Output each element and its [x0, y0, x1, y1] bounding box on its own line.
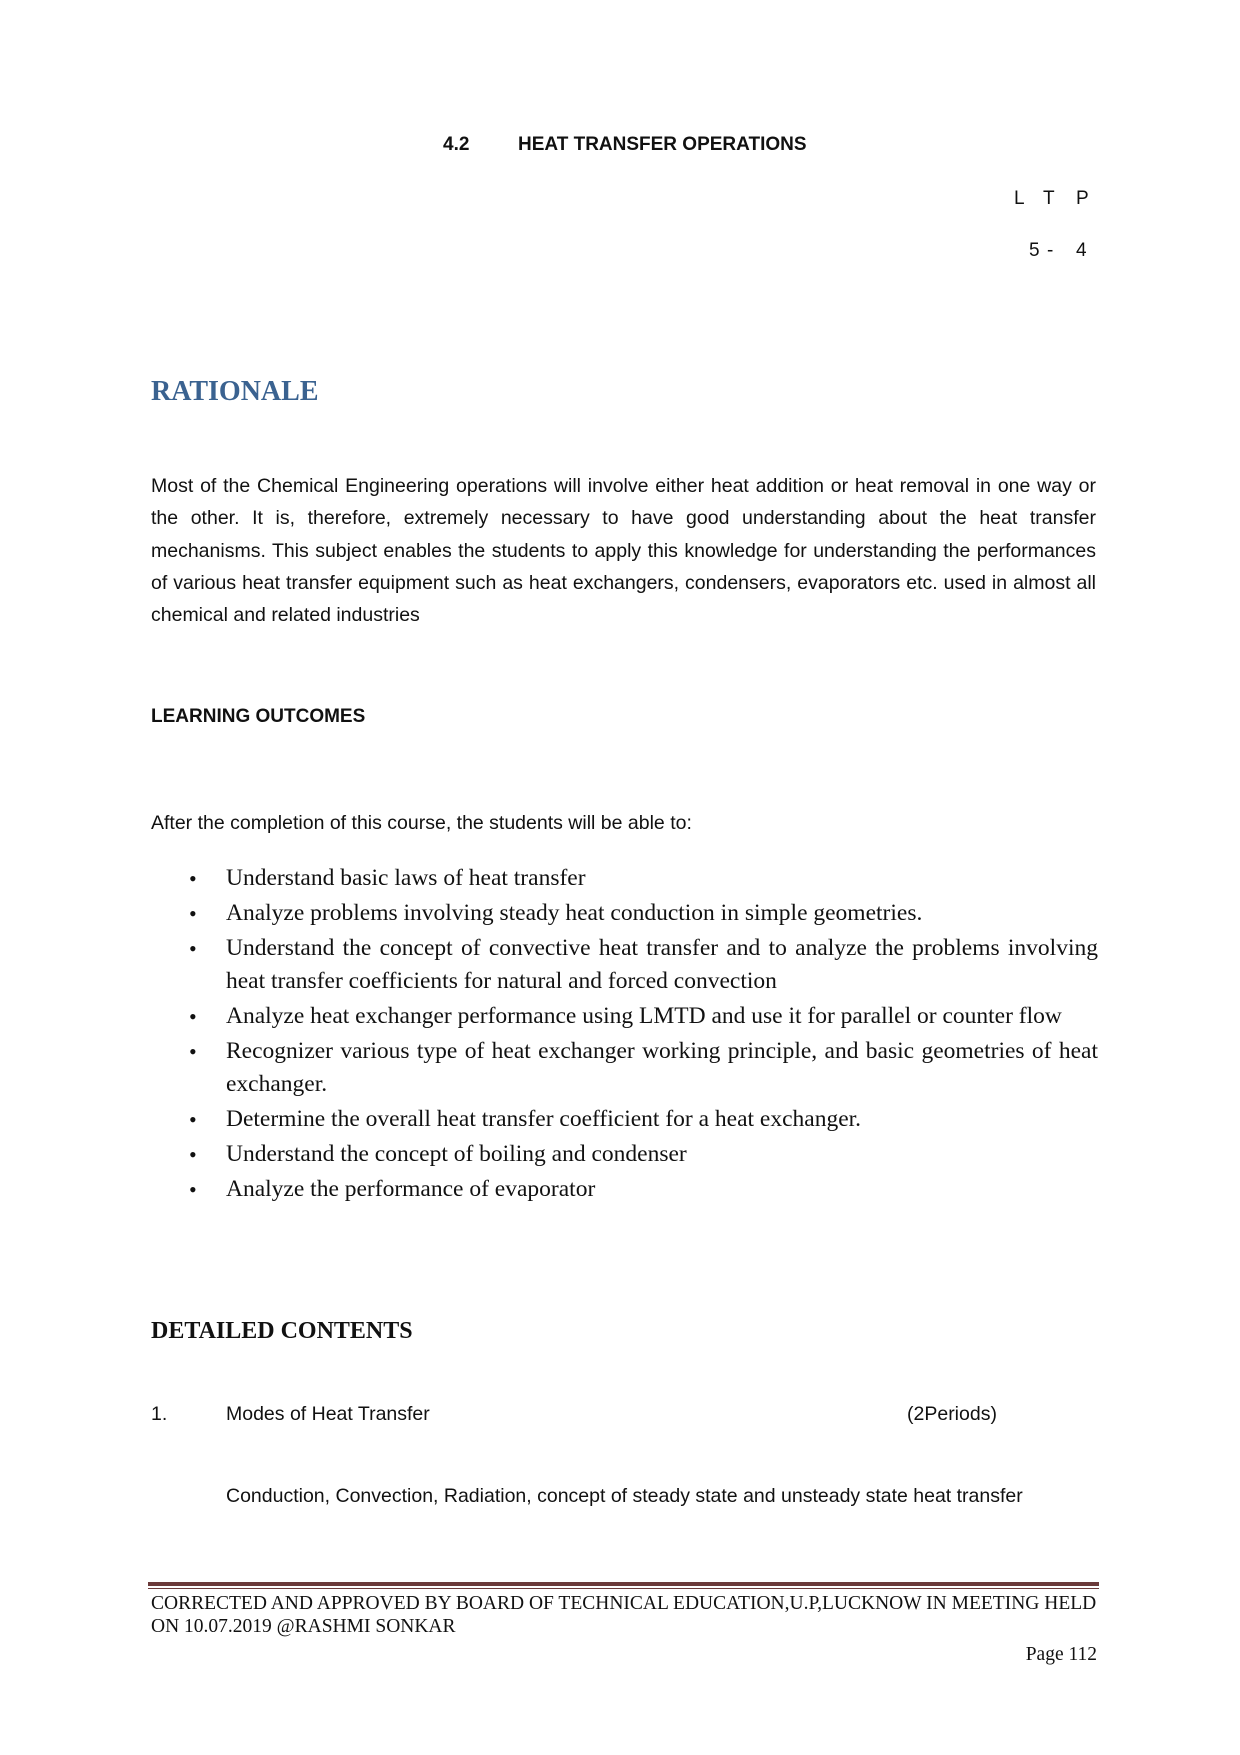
page-number: Page 112	[1025, 1644, 1097, 1665]
list-item: • Understand the concept of boiling and condenser	[151, 1138, 1098, 1171]
list-item: • Analyze problems involving steady heat conduction in simple geometries.	[151, 897, 1098, 930]
rationale-paragraph: Most of the Chemical Engineering operations will involve either heat addition or heat removal in one way or the other. It is, therefore, extremely necessary to have good understanding about the heat transfer mechanisms. This subject enables the students to apply this knowledge for understanding the performances of various heat transfer equipment such as heat exchangers, condensers, evaporators etc. used in almost all chemical and related industries	[151, 475, 1096, 627]
topic-title: Modes of Heat Transfer	[226, 1403, 430, 1425]
learning-outcomes-list	[151, 862, 1098, 1208]
topic-periods: (2Periods)	[907, 1403, 997, 1425]
learning-outcomes-intro: After the completion of this course, the students will be able to:	[151, 812, 692, 834]
ltp-label-t: T	[1043, 188, 1055, 209]
course-heading	[443, 134, 807, 156]
ltp-value-t: -	[1047, 240, 1054, 261]
footer-approval-text: CORRECTED AND APPROVED BY BOARD OF TECHNICAL EDUCATION,U.P,LUCKNOW IN MEETING HELD ON 10.07.2019 @RASHMI SONKAR	[151, 1593, 1097, 1637]
ltp-value-p: 4	[1076, 240, 1087, 261]
footer-divider	[148, 1582, 1099, 1586]
rationale-heading: RATIONALE	[151, 376, 319, 407]
list-item: • Recognizer various type of heat exchanger working principle, and basic geometries of heat exchanger.	[151, 1035, 1098, 1101]
list-item: • Understand the concept of convective heat transfer and to analyze the problems involving heat transfer coefficients for natural and forced convection	[151, 932, 1098, 998]
topic-number: 1.	[151, 1403, 168, 1425]
course-title: HEAT TRANSFER OPERATIONS	[518, 134, 807, 155]
topic-description: Conduction, Convection, Radiation, concept of steady state and unsteady state heat transfer	[226, 1485, 1023, 1507]
ltp-label-p: P	[1076, 188, 1089, 209]
ltp-label-l: L	[1014, 188, 1025, 209]
list-item: • Understand basic laws of heat transfer	[151, 862, 1098, 895]
detailed-contents-heading: DETAILED CONTENTS	[151, 1318, 413, 1344]
list-item: • Analyze the performance of evaporator	[151, 1173, 1098, 1206]
list-item: • Determine the overall heat transfer coefficient for a heat exchanger.	[151, 1103, 1098, 1136]
list-item: • Analyze heat exchanger performance using LMTD and use it for parallel or counter flow	[151, 1000, 1098, 1033]
ltp-value-l: 5	[1029, 240, 1040, 261]
section-number: 4.2	[443, 134, 470, 155]
learning-outcomes-heading: LEARNING OUTCOMES	[151, 706, 366, 727]
footer-divider-thin	[148, 1588, 1099, 1589]
